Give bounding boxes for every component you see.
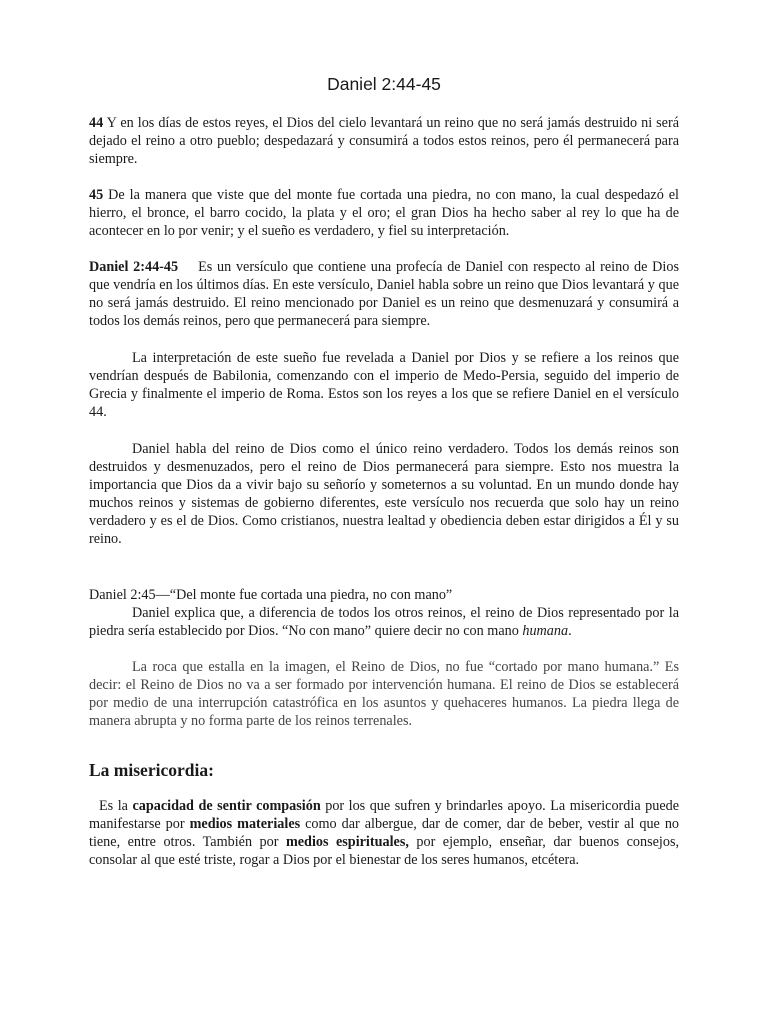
mercy-paragraph: [89, 797, 679, 869]
verse-45-paragraph: [89, 186, 679, 240]
mercy-bold: medios materiales: [189, 816, 301, 832]
verse-44-paragraph: [89, 114, 679, 168]
rock-paragraph: La roca que estalla en la imagen, el Reino de Dios, no fue “cortado por mano humana.” Es decir: el Reino de Dios no va a ser formado por intervención humana. El reino de Dios se establecerá por medio de una interrupción catastrófica en los asuntos y quehaceres humanos. La piedra llega de manera abrupta y no forma parte de los reinos terrenales.: [89, 659, 679, 729]
mercy-text: por los que sufren y brindarles apoyo. La misericordia puede manifestarse por: [89, 798, 680, 832]
commentary-paragraph: [89, 258, 679, 330]
commentary-text: Es un versículo que contiene una profecía de Daniel con respecto al reino de Dios que vendría en los últimos días. En este versículo, Daniel habla sobre un reino que Dios levantará y que no será jamás destruido. El reino mencionado por Daniel es un reino que desmenuzará y consumirá a todos los demás reinos, pero que permanecerá para siempre.: [89, 259, 679, 329]
kingdom-paragraph: Daniel habla del reino de Dios como el único reino verdadero. Todos los demás reinos son destruidos y desmenuzados, pero el reino de Dios permanecerá para siempre. Esto nos muestra la importancia que Dios da a vivir bajo su señorío y someternos a su voluntad. En un mundo donde hay muchos reinos y sistemas de gobierno diferentes, este versículo nos recuerda que solo hay un reino verdadero y es el de Dios. Como cristianos, nuestra lealtad y obediencia deben estar dirigidos a Él y su reino.: [89, 441, 679, 547]
commentary-reference: Daniel 2:44-45: [89, 259, 179, 275]
verse-text: De la manera que viste que del monte fue cortada una piedra, no con mano, la cual despedazó el hierro, el bronce, el barro cocido, la plata y el oro; el gran Dios ha hecho saber al rey lo que ha de acontecer en lo por venir; y el sueño es verdadero, y fiel su interpretación.: [89, 187, 679, 239]
mercy-text: por ejemplo, enseñar, dar buenos consejos, consolar al que esté triste, rogar a Dios por el bienestar de los seres humanos, etcétera.: [89, 834, 680, 868]
interpretation-paragraph: La interpretación de este sueño fue revelada a Daniel por Dios y se refiere a los reinos que vendrían después de Babilonia, comenzando con el imperio de Medo-Persia, seguido del imperio de Grecia y finalmente el imperio de Roma. Estos son los reyes a los que se refiere Daniel en el versículo 44.: [89, 350, 679, 420]
mercy-text: Es la: [99, 798, 133, 814]
stone-end: .: [568, 623, 572, 639]
mercy-bold: capacidad de sentir compasión: [132, 798, 321, 814]
stone-heading: Daniel 2:45—“Del monte fue cortada una piedra, no con mano”: [89, 587, 453, 603]
stone-italic: humana: [522, 623, 569, 639]
verse-text: Y en los días de estos reyes, el Dios del cielo levantará un reino que no será jamás destruido ni será dejado el reino a otro pueblo; despedazará y consumirá a todos estos reinos, pero él permanecerá para siempre.: [89, 115, 679, 167]
page-title: Daniel 2:44-45: [327, 74, 441, 94]
mercy-heading: La misericordia:: [89, 760, 214, 780]
verse-number: 44: [89, 115, 104, 131]
stone-text: Daniel explica que, a diferencia de todos los otros reinos, el reino de Dios representado por la piedra sería establecido por Dios. “No con mano” quiere decir no con mano: [89, 605, 679, 639]
mercy-text: como dar albergue, dar de comer, dar de beber, vestir al que no tiene, entre otros. También por: [89, 816, 680, 850]
verse-number: 45: [89, 187, 104, 203]
stone-paragraph: [89, 604, 679, 640]
mercy-bold: medios espirituales,: [285, 834, 409, 850]
